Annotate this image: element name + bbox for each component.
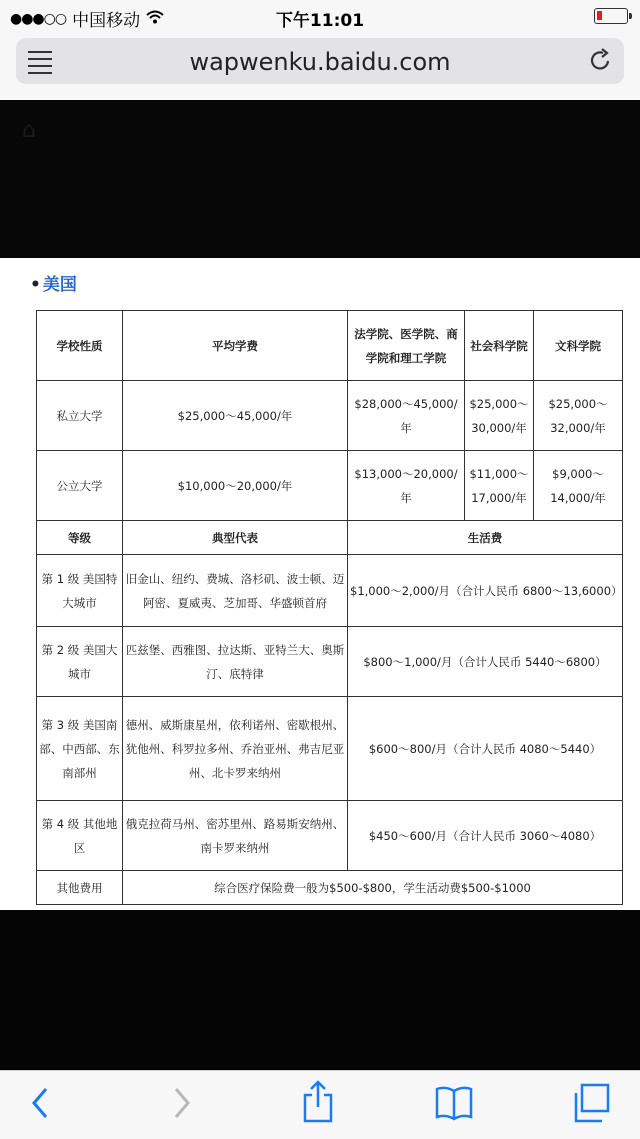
cell-cities: 旧金山、纽约、费城、洛杉矶、波士顿、迈阿密、夏威夷、芝加哥、华盛顿首府 <box>123 555 348 627</box>
cell-level: 第 3 级 美国南部、中西部、东南部州 <box>37 697 123 801</box>
cell-level: 第 1 级 美国特大城市 <box>37 555 123 627</box>
header-representative: 典型代表 <box>123 521 348 555</box>
header-avg-tuition: 平均学费 <box>123 311 348 381</box>
cell-arts: $25,000～32,000/年 <box>534 381 623 451</box>
home-icon: ⌂ <box>22 118 36 143</box>
dimmed-page-header <box>0 100 640 258</box>
cell-type: 私立大学 <box>37 381 123 451</box>
reload-icon[interactable] <box>590 48 612 78</box>
cell-level: 第 4 级 其他地区 <box>37 801 123 871</box>
table-row <box>37 311 623 381</box>
bullet: • <box>30 275 41 295</box>
address-bar[interactable] <box>16 38 624 84</box>
cell-type: 公立大学 <box>37 451 123 521</box>
table-row <box>37 627 623 697</box>
cell-cost: $800～1,000/月（合计人民币 5440～6800） <box>348 627 623 697</box>
section-title: 美国 <box>42 275 77 295</box>
cell-level: 第 2 级 美国大城市 <box>37 627 123 697</box>
header-level: 等级 <box>37 521 123 555</box>
table-row <box>37 555 623 627</box>
cell-law: $13,000～20,000/年 <box>348 451 465 521</box>
cell-cities: 俄克拉荷马州、密苏里州、路易斯安纳州、南卡罗来纳州 <box>123 801 348 871</box>
table-row <box>37 381 623 451</box>
tabs-icon[interactable] <box>570 1083 612 1129</box>
cell-avg: $25,000～45,000/年 <box>123 381 348 451</box>
header-living-cost: 生活费 <box>348 521 623 555</box>
table-row <box>37 871 623 905</box>
clock: 下午11:01 <box>275 11 365 31</box>
header-law-school: 法学院、医学院、商学院和理工学院 <box>348 311 465 381</box>
table-row <box>37 697 623 801</box>
dimmed-page-footer <box>0 910 640 1070</box>
header-school-type: 学校性质 <box>37 311 123 381</box>
signal-icon: ●●●○○ <box>10 10 67 27</box>
cell-cities: 德州、威斯康星州，依利诺州、密歇根州、犹他州、科罗拉多州、乔治亚州、弗吉尼亚州、北卡罗来纳州 <box>123 697 348 801</box>
bookmarks-icon[interactable] <box>434 1083 474 1127</box>
cell-avg: $10,000～20,000/年 <box>123 451 348 521</box>
header-arts: 文科学院 <box>534 311 623 381</box>
battery-icon <box>594 8 628 24</box>
carrier-label: 中国移动 <box>72 11 141 31</box>
cell-arts: $9,000～14,000/年 <box>534 451 623 521</box>
header-social-science: 社会科学院 <box>465 311 534 381</box>
cell-other-value: 综合医疗保险费一般为$500-$800，学生活动费$500-$1000 <box>123 871 623 905</box>
table-row <box>37 521 623 555</box>
back-icon[interactable] <box>28 1083 52 1127</box>
cell-law: $28,000～45,000/年 <box>348 381 465 451</box>
cost-table <box>36 310 623 905</box>
document-content <box>0 258 640 910</box>
url-text[interactable]: wapwenku.baidu.com <box>189 48 451 76</box>
table-row <box>37 451 623 521</box>
cell-social: $25,000～30,000/年 <box>465 381 534 451</box>
bottom-toolbar <box>0 1070 640 1139</box>
cell-other-label: 其他费用 <box>37 871 123 905</box>
cell-social: $11,000～17,000/年 <box>465 451 534 521</box>
forward-icon[interactable] <box>170 1083 194 1127</box>
address-bar-area <box>0 34 640 100</box>
table-row <box>37 801 623 871</box>
cell-cost: $450～600/月（合计人民币 3060～4080） <box>348 801 623 871</box>
section-heading <box>30 270 77 295</box>
cell-cost: $600～800/月（合计人民币 4080～5440） <box>348 697 623 801</box>
cell-cost: $1,000～2,000/月（合计人民币 6800～13,6000） <box>348 555 623 627</box>
status-bar <box>0 0 640 34</box>
cell-cities: 匹兹堡、西雅图、拉达斯、亚特兰大、奥斯汀、底特律 <box>123 627 348 697</box>
share-icon[interactable] <box>302 1079 334 1127</box>
